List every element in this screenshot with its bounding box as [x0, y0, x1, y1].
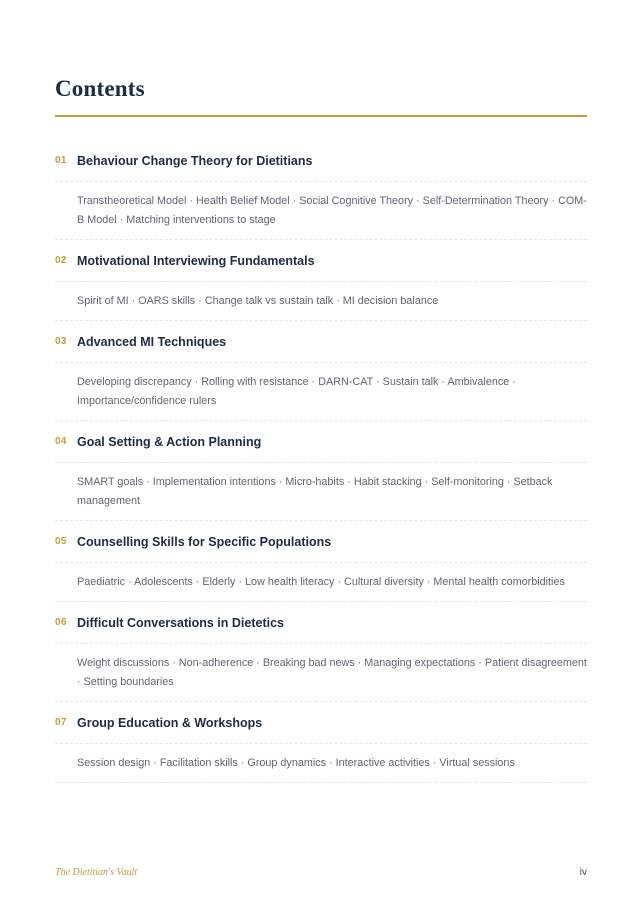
footer-book-title: The Dietitian's Vault	[55, 867, 138, 878]
toc-entry-05[interactable]	[55, 521, 587, 602]
toc-entry-header	[55, 240, 587, 282]
chapter-topics: Transtheoretical Model · Health Belief Model · Social Cognitive Theory · Self-Determination Theory · COM-B Model · Matching interventions to stage	[55, 182, 587, 240]
chapter-title[interactable]: Advanced MI Techniques	[77, 334, 227, 349]
chapter-topics: Session design · Facilitation skills · Group dynamics · Interactive activities · Virtual sessions	[55, 744, 587, 783]
title-divider	[55, 115, 587, 117]
chapter-number: 02	[55, 255, 67, 266]
chapter-title[interactable]: Group Education & Workshops	[77, 715, 263, 730]
chapter-number: 05	[55, 536, 67, 547]
table-of-contents	[55, 140, 587, 783]
chapter-number: 07	[55, 717, 67, 728]
chapter-topics: Weight discussions · Non-adherence · Breaking bad news · Managing expectations · Patient disagreement · Setting boundaries	[55, 644, 587, 702]
chapter-number: 06	[55, 617, 67, 628]
toc-entry-header	[55, 702, 587, 744]
chapter-topics: Developing discrepancy · Rolling with resistance · DARN-CAT · Sustain talk · Ambivalence · Importance/confidence rulers	[55, 363, 587, 421]
chapter-title[interactable]: Motivational Interviewing Fundamentals	[77, 253, 315, 268]
toc-entry-03[interactable]	[55, 321, 587, 421]
toc-entry-07[interactable]	[55, 702, 587, 783]
toc-entry-header	[55, 521, 587, 563]
toc-entry-header	[55, 602, 587, 644]
toc-entry-header	[55, 421, 587, 463]
footer-page-number: iv	[579, 867, 587, 878]
page-title: Contents	[55, 76, 145, 101]
chapter-topics: Paediatric · Adolescents · Elderly · Low health literacy · Cultural diversity · Mental health comorbidities	[55, 563, 587, 602]
toc-entry-02[interactable]	[55, 240, 587, 321]
toc-entry-06[interactable]	[55, 602, 587, 702]
chapter-title[interactable]: Behaviour Change Theory for Dietitians	[77, 153, 313, 168]
toc-entry-header	[55, 321, 587, 363]
chapter-number: 01	[55, 155, 67, 166]
chapter-number: 03	[55, 336, 67, 347]
chapter-title[interactable]: Counselling Skills for Specific Populations	[77, 534, 332, 549]
toc-entry-01[interactable]	[55, 140, 587, 240]
chapter-title[interactable]: Difficult Conversations in Dietetics	[77, 615, 284, 630]
chapter-number: 04	[55, 436, 67, 447]
chapter-topics: SMART goals · Implementation intentions · Micro-habits · Habit stacking · Self-monitoring · Setback management	[55, 463, 587, 521]
toc-entry-04[interactable]	[55, 421, 587, 521]
toc-entry-header	[55, 140, 587, 182]
chapter-topics: Spirit of MI · OARS skills · Change talk vs sustain talk · MI decision balance	[55, 282, 587, 321]
chapter-title[interactable]: Goal Setting & Action Planning	[77, 434, 262, 449]
